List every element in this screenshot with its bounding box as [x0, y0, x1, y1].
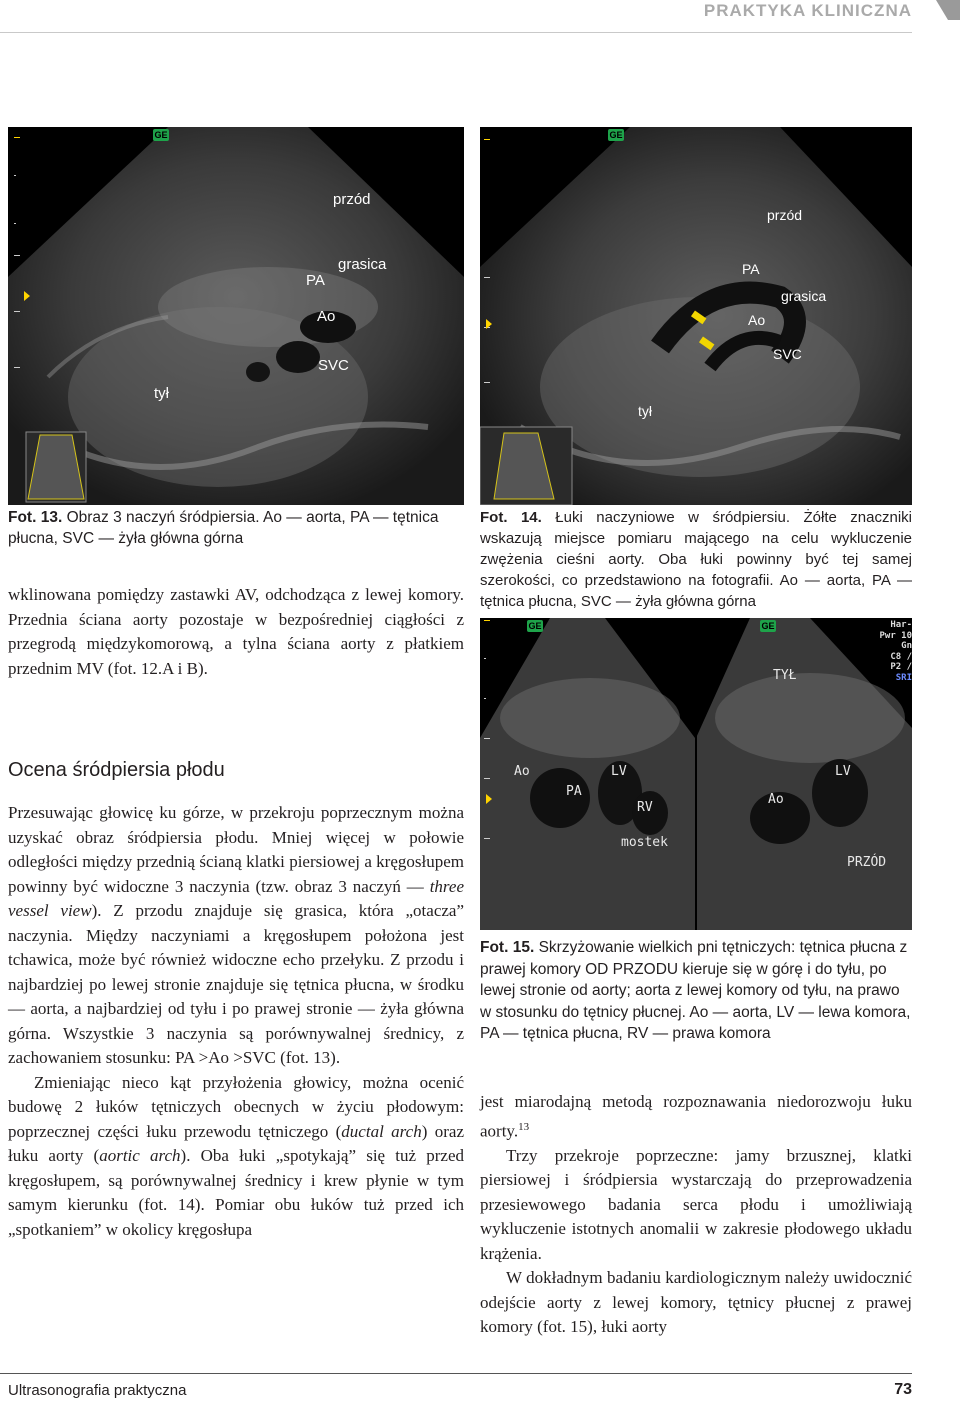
- label-ao-right: Ao: [768, 792, 784, 807]
- paragraph-text: wklinowana pomiędzy zastawki AV, odchodząca z lewej komory. Przednia ściana aorty pozostaje w bezpośredniej ciągłości z przegrodą międzykomorową, a tylna ściana aorty z płatkiem przednim MV (fot. 12.A i B).: [8, 585, 464, 678]
- label-thymus: grasica: [781, 288, 827, 304]
- caption-fig15-prefix: Fot. 15.: [480, 939, 535, 956]
- label-pa: PA: [566, 784, 582, 799]
- setting-power: Pwr 10: [879, 630, 912, 641]
- ultrasound-image-fig14: [480, 127, 912, 505]
- label-posterior: tył: [638, 403, 652, 419]
- italic-term: aortic arch: [99, 1146, 181, 1165]
- col2-paragraph-1: [480, 1090, 912, 1144]
- label-posterior: tył: [154, 385, 169, 402]
- reference-number: 13: [518, 1120, 530, 1133]
- section-body: [8, 801, 464, 1242]
- italic-term: ductal arch: [341, 1121, 422, 1141]
- label-pa: PA: [306, 272, 325, 289]
- ge-logo-icon: GE: [528, 621, 542, 631]
- paragraph-text: Zmieniając nieco kąt przyłożenia głowicy, można ocenić budowę 2 łuków tętniczych obecnych w życiu płodowym: poprzecznej części łuku przewodu tętniczego (: [8, 1072, 464, 1141]
- col2-paragraph-2: Trzy przekroje poprzeczne: jamy brzusznej, klatki piersiowej i śródpiersia wystarczają do przeprowadzenia przesiewowego badania serca płodu i umożliwiają wykluczenie istotnych anomalii w zakresie płodowego układu krążenia.: [480, 1145, 912, 1263]
- ge-logo-icon: GE: [609, 130, 623, 140]
- scanner-settings-panel: [879, 620, 912, 683]
- label-svc: SVC: [318, 357, 349, 374]
- setting-sri: SRI: [895, 672, 912, 683]
- caption-fig15-text: Skrzyżowanie wielkich pni tętniczych: tętnica płucna z prawej komory OD PRZODU kieruje się w górę i do tyłu, po lewej stronie od aorty; aorta z lewej komory od tyłu, na prawo w stosunku do tętnicy płucnej. Ao — aorta, LV — lewa komora, PA — tętnica płucna, RV — prawa komora: [480, 939, 911, 1042]
- label-lv-left: LV: [611, 764, 627, 779]
- ultrasound-image-fig13: [8, 127, 464, 505]
- label-sternum: mostek: [621, 835, 668, 850]
- paragraph-text: Przesuwając głowicę ku górze, w przekroju poprzecznym można uzyskać obraz śródpiersia płodu. Mniej więcej w połowie odległości między przednią ścianą klatki piersiowej a kręgosłupem powinny być widoczne 3 naczynia (tzw. obraz 3 naczyń —: [8, 803, 464, 896]
- label-pa: PA: [742, 261, 760, 277]
- italic-term: three vessel view: [8, 876, 464, 920]
- footer-rule: [0, 1373, 912, 1374]
- label-anterior: PRZÓD: [847, 855, 887, 870]
- caption-fig14: [480, 507, 912, 612]
- section-heading: Ocena śródpiersia płodu: [8, 759, 225, 781]
- setting-harmonics: Har-: [890, 620, 912, 630]
- label-rv: RV: [637, 800, 653, 815]
- label-ao: Ao: [748, 312, 766, 328]
- footer-journal-name: Ultrasonografia praktyczna: [8, 1382, 187, 1399]
- ultrasound-image-fig15: [480, 618, 912, 930]
- caption-fig13-prefix: Fot. 13.: [8, 509, 63, 526]
- caption-fig13: [8, 507, 464, 549]
- ge-logo-icon: GE: [154, 130, 168, 140]
- caption-fig14-text: Łuki naczyniowe w śródpiersiu. Żółte znaczniki wskazują miejsce pomiaru mającego na celu wykluczenie zwężenia cieśni aorty. Oba łuki powinny być tej samej szerokości, co przedstawiono na fotografii. Ao — aorta, PA — tętnica płucna, SVC — żyła główna górna: [480, 509, 912, 610]
- label-ao-left: Ao: [514, 764, 530, 779]
- label-lv-right: LV: [835, 764, 851, 779]
- caption-fig15: [480, 937, 912, 1045]
- header-rule: [0, 32, 912, 33]
- label-anterior: przód: [333, 191, 371, 208]
- section-paragraph-2: [8, 1071, 464, 1243]
- header-corner-mark: [936, 0, 960, 20]
- label-posterior: TYŁ: [773, 668, 797, 683]
- running-header: PRAKTYKA KLINICZNA: [703, 1, 912, 20]
- body-paragraph-col1-top: [8, 583, 464, 681]
- paragraph-text: jest miarodajną metodą rozpoznawania niedorozwoju łuku aorty.: [480, 1092, 912, 1141]
- label-svc: SVC: [773, 346, 802, 362]
- setting-c8: C8 /: [890, 651, 912, 662]
- paragraph-text: ). Z przodu znajduje się grasica, która „otacza” naczynia. Między naczyniami a kręgosłupem położona jest tchawica, może być również widoczne echo przełyku. Z przodu i najbardziej po lewej stronie znajduje się tętnica płucna, w środku — aorta, a najbardziej od tyłu i po prawej stronie — żyła główna górna. Wszystkie 3 naczynia są porównywalnej średnicy, z zachowaniem stosunku: PA >Ao >SVC (fot. 13).: [8, 901, 465, 1067]
- setting-p2: P2 /: [890, 662, 912, 672]
- label-ao: Ao: [317, 308, 336, 325]
- section-paragraph-1: [8, 801, 464, 1071]
- label-anterior: przód: [767, 207, 803, 223]
- page-number: 73: [894, 1381, 912, 1398]
- paragraph-text: ). Oba łuki „spotykają” się tuż przed kręgosłupem, są porównywalnej średnicy i krew płynie w tym samym kierunku (fot. 14). Pomiar obu łuków tuż przed ich „spotkaniem” w okolicy kręgosłupa: [8, 1146, 464, 1239]
- col2-paragraph-3: W dokładnym badaniu kardiologicznym należy uwidocznić odejście aorty z lewej komory, tętnicy płucnej z prawej komory (fot. 15), łuki aorty: [480, 1268, 912, 1337]
- ge-logo-icon: GE: [761, 621, 775, 631]
- caption-fig14-prefix: Fot. 14.: [480, 509, 542, 526]
- paragraph-text: ) oraz łuku aorty (: [8, 1121, 464, 1165]
- setting-gain: Gn: [901, 641, 912, 651]
- caption-fig13-text: Obraz 3 naczyń śródpiersia. Ao — aorta, PA — tętnica płucna, SVC — żyła główna górna: [8, 509, 439, 547]
- label-thymus: grasica: [338, 256, 387, 273]
- body-text-col2: [480, 1090, 912, 1340]
